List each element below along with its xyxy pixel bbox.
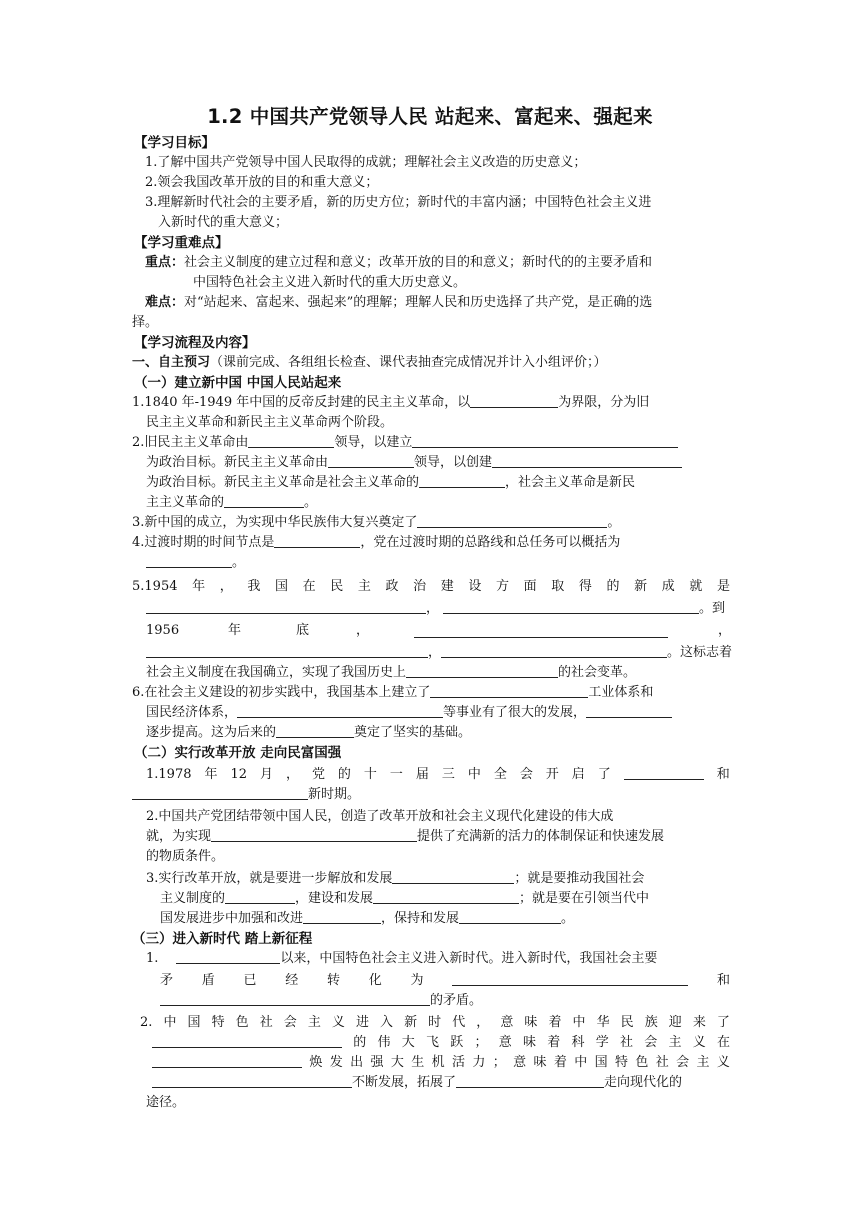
s1-q4-text: 4.过渡时期的时间节点是 — [132, 535, 275, 550]
section1-title: （一）建立新中国 中国人民站起来 — [134, 375, 342, 391]
word: 意 — [500, 1015, 514, 1030]
answer-blank[interactable] — [276, 723, 354, 738]
s3-q1-text: 以来，中国特色社会主义进入新时代。进入新时代，我国社会主要 — [280, 951, 658, 966]
s3-q1-num: 1. — [146, 951, 159, 966]
word: 社 — [655, 1055, 669, 1070]
difficult-point-text-cont: 择。 — [132, 315, 159, 330]
s1-q3 — [132, 513, 620, 533]
word: 出 — [350, 1055, 364, 1070]
word: 义 — [692, 1035, 706, 1050]
s1-q5-line5 — [146, 663, 636, 683]
word: 时 — [428, 1015, 442, 1030]
s1-q5-year: 1956 — [146, 623, 180, 638]
s1-q1-text: 1.1840 年-1949 年中国的反帝反封建的民主主义革命，以 — [132, 395, 471, 410]
word: 得 — [578, 579, 592, 594]
word: 会 — [644, 1035, 658, 1050]
answer-blank[interactable] — [152, 1033, 342, 1048]
key-point-line — [145, 253, 652, 273]
word: 党 — [311, 767, 325, 782]
s2-q1-line2 — [132, 785, 360, 805]
s1-q6-cont2 — [146, 723, 471, 743]
answer-blank[interactable] — [146, 643, 428, 658]
word: 大 — [390, 1055, 404, 1070]
word: 5.1954 — [132, 579, 178, 594]
s1-q3-text: 3.新中国的成立，为实现中华民族伟大复兴奠定了 — [132, 515, 418, 530]
answer-blank[interactable] — [373, 889, 519, 904]
s3-q2-line1 — [140, 1013, 730, 1033]
s2-q3-text: 3.实行改革开放，就是要进一步解放和发展 — [146, 871, 393, 886]
s2-q2-cont — [146, 827, 664, 847]
word: 我 — [247, 579, 261, 594]
word: 国 — [274, 579, 288, 594]
answer-blank[interactable] — [430, 683, 588, 698]
s1-q1-cont: 民主主义革命和新民主主义革命两个阶段。 — [146, 415, 394, 430]
word: 中 — [163, 1015, 177, 1030]
s3-q1-line3 — [160, 991, 482, 1011]
goal-item-3: 3.理解新时代社会的主要矛盾，新的历史方位；新时代的丰富内涵；中国特色社会主义进 — [145, 195, 652, 210]
word: 着 — [547, 1035, 561, 1050]
answer-blank[interactable] — [586, 703, 672, 718]
word: 色 — [635, 1055, 649, 1070]
word: 就 — [689, 579, 703, 594]
word: 华 — [596, 1015, 610, 1030]
word: 味 — [522, 1035, 536, 1050]
word: 特 — [211, 1015, 225, 1030]
word: 启 — [571, 767, 585, 782]
s1-q2-cont2 — [146, 473, 635, 493]
key-point-text: 社会主义制度的建立过程和意义；改革开放的目的和意义；新时代的的主要矛盾和 — [184, 255, 653, 270]
s1-q5-line1 — [132, 577, 730, 597]
word: 科 — [571, 1035, 585, 1050]
s1-q2-text-c: 为政治目标。新民主主义革命由 — [146, 455, 329, 470]
s2-q3-text-d: ，建设和发展 — [295, 891, 374, 906]
word: 开 — [545, 767, 559, 782]
s1-q5-text-g: 社会主义制度在我国确立，实现了我国历史上 — [146, 665, 407, 680]
page-title: 1.2 中国共产党领导人民 站起来、富起来、强起来 — [207, 105, 653, 128]
s1-q4-text-b: ，党在过渡时期的总路线和总任务可以概括为 — [360, 535, 621, 550]
word: 新 — [404, 1015, 418, 1030]
word: 力 — [472, 1055, 486, 1070]
answer-blank[interactable] — [146, 599, 426, 614]
s1-q2-text-e: 为政治目标。新民主主义革命是社会主义革命的 — [146, 475, 420, 490]
answer-blank[interactable] — [303, 909, 381, 924]
flow-heading: 【学习流程及内容】 — [134, 335, 256, 351]
word: 学 — [595, 1035, 609, 1050]
keypoints-heading: 【学习重难点】 — [134, 235, 229, 251]
word: 跃 — [450, 1035, 464, 1050]
part1-line — [132, 353, 607, 373]
s2-q2-text-b: 就，为实现 — [146, 829, 212, 844]
word: 年 — [192, 579, 206, 594]
s1-q2-cont3 — [146, 493, 317, 513]
s1-q6-text-c: 国民经济体系， — [146, 705, 238, 720]
s1-q6-text-b: 工业体系和 — [588, 685, 654, 700]
word: ； — [492, 1055, 506, 1070]
s1-q6-text-d: 等事业有了很大的发展， — [443, 705, 587, 720]
answer-blank[interactable] — [456, 1073, 604, 1088]
word: 来 — [692, 1015, 706, 1030]
word: 转 — [327, 973, 341, 988]
word: 伟 — [377, 1035, 391, 1050]
word: 进 — [355, 1015, 369, 1030]
s3-q2-line2 — [152, 1033, 730, 1053]
s1-q2-text-d: 领导，以创建 — [414, 455, 493, 470]
answer-blank[interactable] — [392, 869, 514, 884]
s2-q3-text-b: ；就是要推动我国社会 — [514, 871, 645, 886]
word: 社 — [619, 1035, 633, 1050]
word: 民 — [330, 579, 344, 594]
key-point-text-cont: 中国特色社会主义进入新时代的重大历史意义。 — [193, 275, 467, 290]
key-point-label: 重点： — [145, 255, 185, 270]
s1-q5-text-b: ， — [426, 601, 440, 616]
s3-q2-text-e: 走向现代化的 — [604, 1075, 683, 1090]
word: 着 — [553, 1055, 567, 1070]
answer-blank[interactable] — [211, 827, 417, 842]
s2-q2-text-c: 提供了充满新的活力的体制保证和快速发展 — [417, 829, 665, 844]
word: 着 — [548, 1015, 562, 1030]
word: 的 — [606, 579, 620, 594]
s1-q3-text-b: 。 — [607, 515, 621, 530]
answer-blank[interactable] — [160, 991, 430, 1006]
difficult-point-text: 对“站起来、富起来、强起来”的理解；理解人民和历史选择了共产党，是正确的选 — [184, 295, 653, 310]
word: 经 — [285, 973, 299, 988]
difficult-point-line — [145, 293, 652, 313]
s2-q3-text-e: ；就是要在引领当代中 — [519, 891, 650, 906]
s1-q5-text-f: 。这标志着 — [667, 645, 733, 660]
s1-q6-text: 6.在社会主义建设的初步实践中，我国基本上建立了 — [132, 685, 431, 700]
word: 1.1978 — [146, 767, 192, 782]
word: 盾 — [201, 973, 215, 988]
word: 一 — [389, 767, 403, 782]
s3-q2-text-d: 不断发展，拓展了 — [352, 1075, 457, 1090]
word: 取 — [551, 579, 565, 594]
word: 义 — [716, 1055, 730, 1070]
difficult-point-label: 难点： — [145, 295, 185, 310]
word: 主 — [357, 579, 371, 594]
word: 年 — [204, 767, 218, 782]
section2-title: （二）实行改革开放 走向民富国强 — [134, 745, 342, 761]
s1-q5-text-c: 。到 — [699, 601, 726, 616]
word: 设 — [468, 579, 482, 594]
word: 矛 — [160, 973, 174, 988]
s1-q5-line2 — [146, 599, 725, 619]
word: 和 — [716, 767, 730, 782]
s2-q1-end: 新时期。 — [308, 787, 361, 802]
word: 意 — [513, 1055, 527, 1070]
part1-note: （课前完成、各组组长检查、课代表抽查完成情况并计入小组评价；） — [210, 355, 607, 370]
word: 三 — [441, 767, 455, 782]
word: 化 — [368, 973, 382, 988]
word: 在 — [302, 579, 316, 594]
word: ； — [474, 1035, 488, 1050]
word: 政 — [385, 579, 399, 594]
s1-q4-cont — [146, 553, 245, 573]
word: 机 — [431, 1055, 445, 1070]
word: 焕 — [309, 1055, 323, 1070]
s3-q2-line4 — [152, 1073, 682, 1093]
answer-blank[interactable] — [459, 909, 561, 924]
s1-q2-text-h: 。 — [304, 495, 318, 510]
answer-blank[interactable] — [132, 785, 308, 800]
answer-blank[interactable] — [414, 623, 668, 638]
s1-q5-comma: ， — [356, 623, 370, 638]
word: 中 — [572, 1015, 586, 1030]
s3-q2-line3 — [152, 1053, 730, 1073]
answer-blank[interactable] — [274, 533, 360, 548]
word: 发 — [329, 1055, 343, 1070]
word: 的 — [353, 1035, 367, 1050]
word: 12 — [230, 767, 247, 782]
section3-title: （三）进入新时代 踏上新征程 — [132, 931, 313, 947]
word: 特 — [614, 1055, 628, 1070]
word: 2. — [140, 1015, 153, 1030]
answer-blank[interactable] — [441, 643, 667, 658]
word: 建 — [440, 579, 454, 594]
word: 届 — [415, 767, 429, 782]
s1-q1-text-b: 为界限，分为旧 — [558, 395, 650, 410]
word: 味 — [533, 1055, 547, 1070]
s2-q3-text-c: 主义制度的 — [160, 891, 226, 906]
answer-blank[interactable] — [224, 493, 304, 508]
s1-q6-text-e: 逐步提高。这为后来的 — [146, 725, 277, 740]
s1-q2-text-b: 领导，以建立 — [334, 435, 413, 450]
word: 代 — [452, 1015, 466, 1030]
word: 飞 — [425, 1035, 439, 1050]
s1-q2-text: 2.旧民主主义革命由 — [132, 435, 249, 450]
word: ， — [476, 1015, 490, 1030]
answer-blank[interactable] — [417, 513, 607, 528]
word: 会 — [519, 767, 533, 782]
s1-q5-di: 底 — [296, 623, 310, 638]
s1-q2-text-g: 主主义革命的 — [146, 495, 225, 510]
word: 和 — [716, 973, 730, 988]
word: 国 — [187, 1015, 201, 1030]
s1-q5-text-e: ， — [428, 645, 442, 660]
s3-q2-line5: 途径。 — [146, 1095, 186, 1110]
s3-q1 — [146, 949, 657, 969]
s2-q3-text-g: ，保持和发展 — [381, 911, 460, 926]
word: 大 — [401, 1035, 415, 1050]
answer-blank[interactable] — [452, 971, 688, 986]
answer-blank[interactable] — [152, 1053, 302, 1068]
word: 方 — [495, 579, 509, 594]
answer-blank[interactable] — [624, 765, 704, 780]
word: 主 — [696, 1055, 710, 1070]
word: 在 — [716, 1035, 730, 1050]
word: 新 — [634, 579, 648, 594]
s2-q2: 2.中国共产党团结带领中国人民，创造了改革开放和社会主义现代化建设的伟大成 — [146, 809, 614, 824]
s3-q1-end: 的矛盾。 — [430, 993, 483, 1008]
word: 主 — [668, 1035, 682, 1050]
s2-q1-line1 — [146, 765, 730, 785]
answer-blank[interactable] — [237, 703, 443, 718]
s2-q3-cont2 — [160, 909, 574, 929]
answer-blank[interactable] — [443, 599, 699, 614]
word: 为 — [410, 973, 424, 988]
s1-q5-comma2: ， — [718, 623, 732, 638]
word: 治 — [413, 579, 427, 594]
answer-blank[interactable] — [492, 453, 682, 468]
word: 色 — [235, 1015, 249, 1030]
word: 会 — [676, 1055, 690, 1070]
s2-q3 — [146, 869, 644, 889]
word: ， — [219, 579, 233, 594]
answer-blank[interactable] — [470, 393, 558, 408]
word: 主 — [307, 1015, 321, 1030]
s1-q6-text-f: 奠定了坚实的基础。 — [354, 725, 472, 740]
word: 强 — [370, 1055, 384, 1070]
s2-q3-text-f: 国发展进步中加强和改进 — [160, 911, 304, 926]
word: 社 — [259, 1015, 273, 1030]
word: 中 — [467, 767, 481, 782]
s1-q4 — [132, 533, 620, 553]
s2-q3-cont — [160, 889, 649, 909]
s2-q2-cont2: 的物质条件。 — [146, 849, 225, 864]
word: 活 — [451, 1055, 465, 1070]
word: 的 — [337, 767, 351, 782]
word: 会 — [283, 1015, 297, 1030]
word: 意 — [498, 1035, 512, 1050]
word: 了 — [716, 1015, 730, 1030]
s1-q5-nian: 年 — [228, 623, 242, 638]
word: 全 — [493, 767, 507, 782]
word: 迎 — [668, 1015, 682, 1030]
word: 国 — [594, 1055, 608, 1070]
goal-item-2: 2.领会我国改革开放的目的和重大意义； — [145, 175, 379, 190]
s1-q2-cont — [146, 453, 682, 473]
s3-q1-line2 — [160, 971, 730, 991]
s1-q2 — [132, 433, 678, 453]
s1-q1 — [132, 393, 649, 413]
word: ， — [285, 767, 299, 782]
word: 义 — [331, 1015, 345, 1030]
s1-q5-text-h: 的社会变革。 — [558, 665, 637, 680]
goal-item-3-cont: 入新时代的重大意义； — [158, 215, 289, 230]
word: 月 — [259, 767, 273, 782]
answer-blank[interactable] — [152, 1073, 352, 1088]
s1-q5-line4 — [146, 643, 732, 663]
word: 族 — [644, 1015, 658, 1030]
answer-blank[interactable] — [176, 949, 280, 964]
word: 味 — [524, 1015, 538, 1030]
word: 民 — [620, 1015, 634, 1030]
goals-heading: 【学习目标】 — [134, 135, 215, 151]
word: 是 — [716, 579, 730, 594]
answer-blank[interactable] — [225, 889, 295, 904]
word: 了 — [597, 767, 611, 782]
s1-q4-text-c: 。 — [232, 555, 246, 570]
answer-blank[interactable] — [406, 663, 558, 678]
s1-q6-cont — [146, 703, 672, 723]
word: 已 — [243, 973, 257, 988]
answer-blank[interactable] — [248, 433, 334, 448]
word: 生 — [411, 1055, 425, 1070]
answer-blank[interactable] — [146, 553, 232, 568]
s1-q6 — [132, 683, 653, 703]
s1-q2-text-f: ，社会主义革命是新民 — [505, 475, 636, 490]
s2-q3-text-h: 。 — [561, 911, 575, 926]
answer-blank[interactable] — [328, 453, 414, 468]
word: 面 — [523, 579, 537, 594]
answer-blank[interactable] — [412, 433, 678, 448]
word: 成 — [661, 579, 675, 594]
word: 入 — [380, 1015, 394, 1030]
word: 中 — [574, 1055, 588, 1070]
answer-blank[interactable] — [419, 473, 505, 488]
goal-item-1: 1.了解中国共产党领导中国人民取得的成就；理解社会主义改造的历史意义； — [145, 155, 587, 170]
word: 十 — [363, 767, 377, 782]
part1-label: 一、自主预习 — [132, 355, 211, 370]
